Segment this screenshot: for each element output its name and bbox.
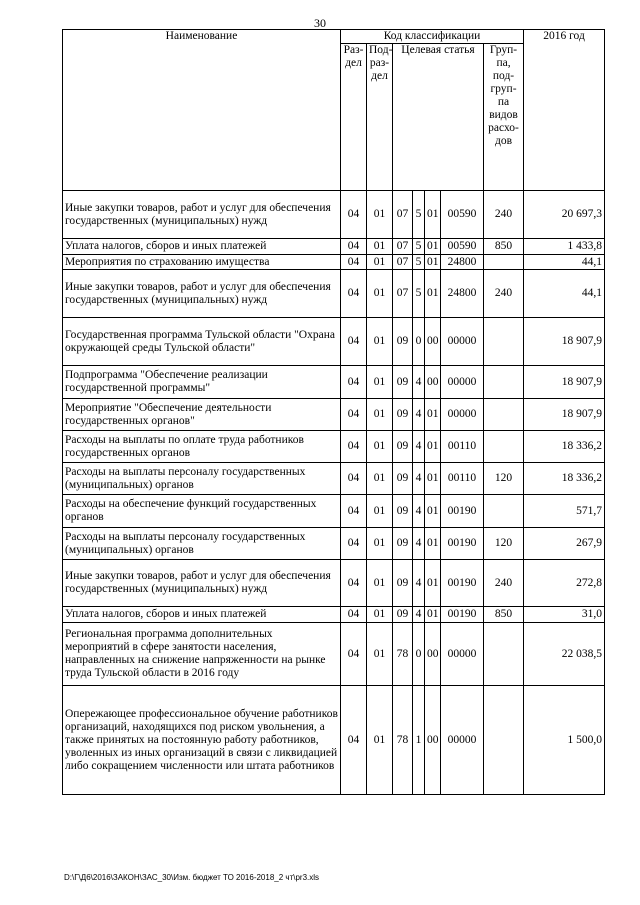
row-expense-type: 240 [484,560,524,607]
header-name: Наименование [63,30,341,191]
row-amount: 18 907,9 [524,366,605,399]
row-section: 04 [341,239,367,255]
header-row-1 [63,30,605,44]
row-section: 04 [341,560,367,607]
row-target-direction: 00110 [441,463,484,495]
budget-table [62,29,605,795]
row-subsection: 01 [367,270,393,318]
header-subsection: Под- раз- дел [367,44,393,191]
row-amount: 267,9 [524,528,605,560]
row-name: Иные закупки товаров, работ и услуг для обеспечения государственных (муниципальных) нужд [63,191,341,239]
row-subsection: 01 [367,255,393,270]
row-name: Иные закупки товаров, работ и услуг для обеспечения государственных (муниципальных) нужд [63,270,341,318]
row-expense-type [484,399,524,431]
row-section: 04 [341,399,367,431]
row-target-direction: 00190 [441,495,484,528]
row-name: Государственная программа Тульской области "Охрана окружающей среды Тульской области" [63,318,341,366]
row-target-program: 09 [393,318,413,366]
row-target-program: 09 [393,607,413,623]
row-target-event: 01 [425,399,441,431]
row-expense-type [484,255,524,270]
row-target-event: 01 [425,191,441,239]
row-name: Расходы на выплаты персоналу государственных (муниципальных) органов [63,463,341,495]
row-section: 04 [341,191,367,239]
row-expense-type: 120 [484,528,524,560]
row-amount: 44,1 [524,255,605,270]
row-section: 04 [341,495,367,528]
row-amount: 571,7 [524,495,605,528]
row-expense-type [484,431,524,463]
file-path-footer: D:\Г\Д6\2016\ЗАКОН\ЗАС_30\Изм. бюджет ТО 2016-2018_2 чт\pr3.xls [64,873,320,882]
row-target-subprogram: 4 [413,399,425,431]
row-amount: 44,1 [524,270,605,318]
row-subsection: 01 [367,399,393,431]
row-section: 04 [341,255,367,270]
table-row [63,463,605,495]
table-row [63,623,605,686]
row-target-direction: 00190 [441,528,484,560]
row-expense-type [484,318,524,366]
row-target-subprogram: 5 [413,191,425,239]
row-subsection: 01 [367,560,393,607]
row-expense-type [484,366,524,399]
row-amount: 18 907,9 [524,399,605,431]
row-target-program: 07 [393,191,413,239]
row-target-direction: 00000 [441,399,484,431]
row-name: Мероприятие "Обеспечение деятельности государственных органов" [63,399,341,431]
row-target-subprogram: 4 [413,607,425,623]
row-name: Региональная программа дополнительных мероприятий в сфере занятости населения, направленных на снижение напряженности на рынке труда Тульской области в 2016 году [63,623,341,686]
row-target-subprogram: 5 [413,255,425,270]
header-year: 2016 год [524,30,605,191]
row-subsection: 01 [367,431,393,463]
row-target-direction: 00190 [441,560,484,607]
table-body [63,191,605,795]
row-target-subprogram: 5 [413,270,425,318]
table-row [63,255,605,270]
table-row [63,318,605,366]
row-target-subprogram: 0 [413,318,425,366]
row-amount: 272,8 [524,560,605,607]
table-row [63,607,605,623]
header-group: Груп- па, под- груп- па видов расхо- дов [484,44,524,191]
table-row [63,366,605,399]
row-expense-type [484,686,524,795]
row-subsection: 01 [367,686,393,795]
row-expense-type: 240 [484,270,524,318]
row-section: 04 [341,431,367,463]
row-target-direction: 00000 [441,318,484,366]
row-target-direction: 24800 [441,270,484,318]
row-target-direction: 00000 [441,686,484,795]
row-section: 04 [341,623,367,686]
row-target-subprogram: 4 [413,463,425,495]
row-expense-type: 240 [484,191,524,239]
row-target-event: 01 [425,255,441,270]
row-target-event: 01 [425,239,441,255]
row-target-event: 00 [425,318,441,366]
row-target-program: 09 [393,560,413,607]
row-target-program: 07 [393,239,413,255]
row-subsection: 01 [367,495,393,528]
row-amount: 18 907,9 [524,318,605,366]
row-section: 04 [341,270,367,318]
row-expense-type: 120 [484,463,524,495]
row-subsection: 01 [367,366,393,399]
table-row [63,560,605,607]
row-target-program: 78 [393,686,413,795]
row-amount: 22 038,5 [524,623,605,686]
row-target-subprogram: 4 [413,495,425,528]
header-section: Раз- дел [341,44,367,191]
row-target-subprogram: 4 [413,431,425,463]
row-target-event: 01 [425,495,441,528]
row-target-direction: 24800 [441,255,484,270]
row-subsection: 01 [367,623,393,686]
row-target-direction: 00000 [441,623,484,686]
row-target-program: 09 [393,463,413,495]
row-target-program: 78 [393,623,413,686]
row-target-event: 01 [425,431,441,463]
row-target-subprogram: 4 [413,366,425,399]
row-section: 04 [341,366,367,399]
table-row [63,270,605,318]
table-row [63,399,605,431]
row-section: 04 [341,528,367,560]
row-target-program: 09 [393,431,413,463]
row-target-program: 07 [393,270,413,318]
row-target-program: 09 [393,366,413,399]
row-section: 04 [341,607,367,623]
row-section: 04 [341,318,367,366]
row-target-program: 09 [393,528,413,560]
row-subsection: 01 [367,463,393,495]
row-target-direction: 00190 [441,607,484,623]
header-classification-code: Код классификации [341,30,524,44]
row-name: Расходы на выплаты персоналу государственных (муниципальных) органов [63,528,341,560]
row-name: Уплата налогов, сборов и иных платежей [63,607,341,623]
row-target-event: 01 [425,607,441,623]
row-target-event: 00 [425,623,441,686]
row-subsection: 01 [367,528,393,560]
row-amount: 1 500,0 [524,686,605,795]
header-target-item: Целевая статья [393,44,484,191]
row-name: Опережающее профессиональное обучение работников организаций, находящихся под риском увольнения, а также принятых на постоянную работу работников, уволенных из иных организаций в связи с ликвидацией либо сокращением численности или штата работников [63,686,341,795]
row-name: Уплата налогов, сборов и иных платежей [63,239,341,255]
row-name: Расходы на обеспечение функций государственных органов [63,495,341,528]
row-name: Расходы на выплаты по оплате труда работников государственных органов [63,431,341,463]
row-target-direction: 00110 [441,431,484,463]
row-target-program: 09 [393,399,413,431]
row-subsection: 01 [367,318,393,366]
row-target-subprogram: 1 [413,686,425,795]
row-target-event: 01 [425,528,441,560]
row-amount: 31,0 [524,607,605,623]
row-section: 04 [341,686,367,795]
row-expense-type [484,623,524,686]
row-target-subprogram: 4 [413,560,425,607]
row-target-event: 01 [425,463,441,495]
row-amount: 20 697,3 [524,191,605,239]
row-target-direction: 00590 [441,191,484,239]
row-amount: 1 433,8 [524,239,605,255]
table-row [63,191,605,239]
row-name: Подпрограмма "Обеспечение реализации государственной программы" [63,366,341,399]
row-subsection: 01 [367,239,393,255]
row-target-direction: 00590 [441,239,484,255]
row-expense-type: 850 [484,239,524,255]
row-subsection: 01 [367,607,393,623]
row-target-subprogram: 0 [413,623,425,686]
table-row [63,686,605,795]
row-amount: 18 336,2 [524,431,605,463]
row-section: 04 [341,463,367,495]
row-target-program: 07 [393,255,413,270]
row-target-event: 01 [425,270,441,318]
row-target-program: 09 [393,495,413,528]
row-target-subprogram: 4 [413,528,425,560]
row-target-event: 01 [425,560,441,607]
table-row [63,528,605,560]
row-amount: 18 336,2 [524,463,605,495]
row-subsection: 01 [367,191,393,239]
row-expense-type: 850 [484,607,524,623]
row-name: Мероприятия по страхованию имущества [63,255,341,270]
row-name: Иные закупки товаров, работ и услуг для обеспечения государственных (муниципальных) нужд [63,560,341,607]
row-expense-type [484,495,524,528]
row-target-event: 00 [425,686,441,795]
table-row [63,431,605,463]
row-target-direction: 00000 [441,366,484,399]
table-row [63,239,605,255]
row-target-subprogram: 5 [413,239,425,255]
table-row [63,495,605,528]
row-target-event: 00 [425,366,441,399]
page-number: 30 [314,16,326,30]
